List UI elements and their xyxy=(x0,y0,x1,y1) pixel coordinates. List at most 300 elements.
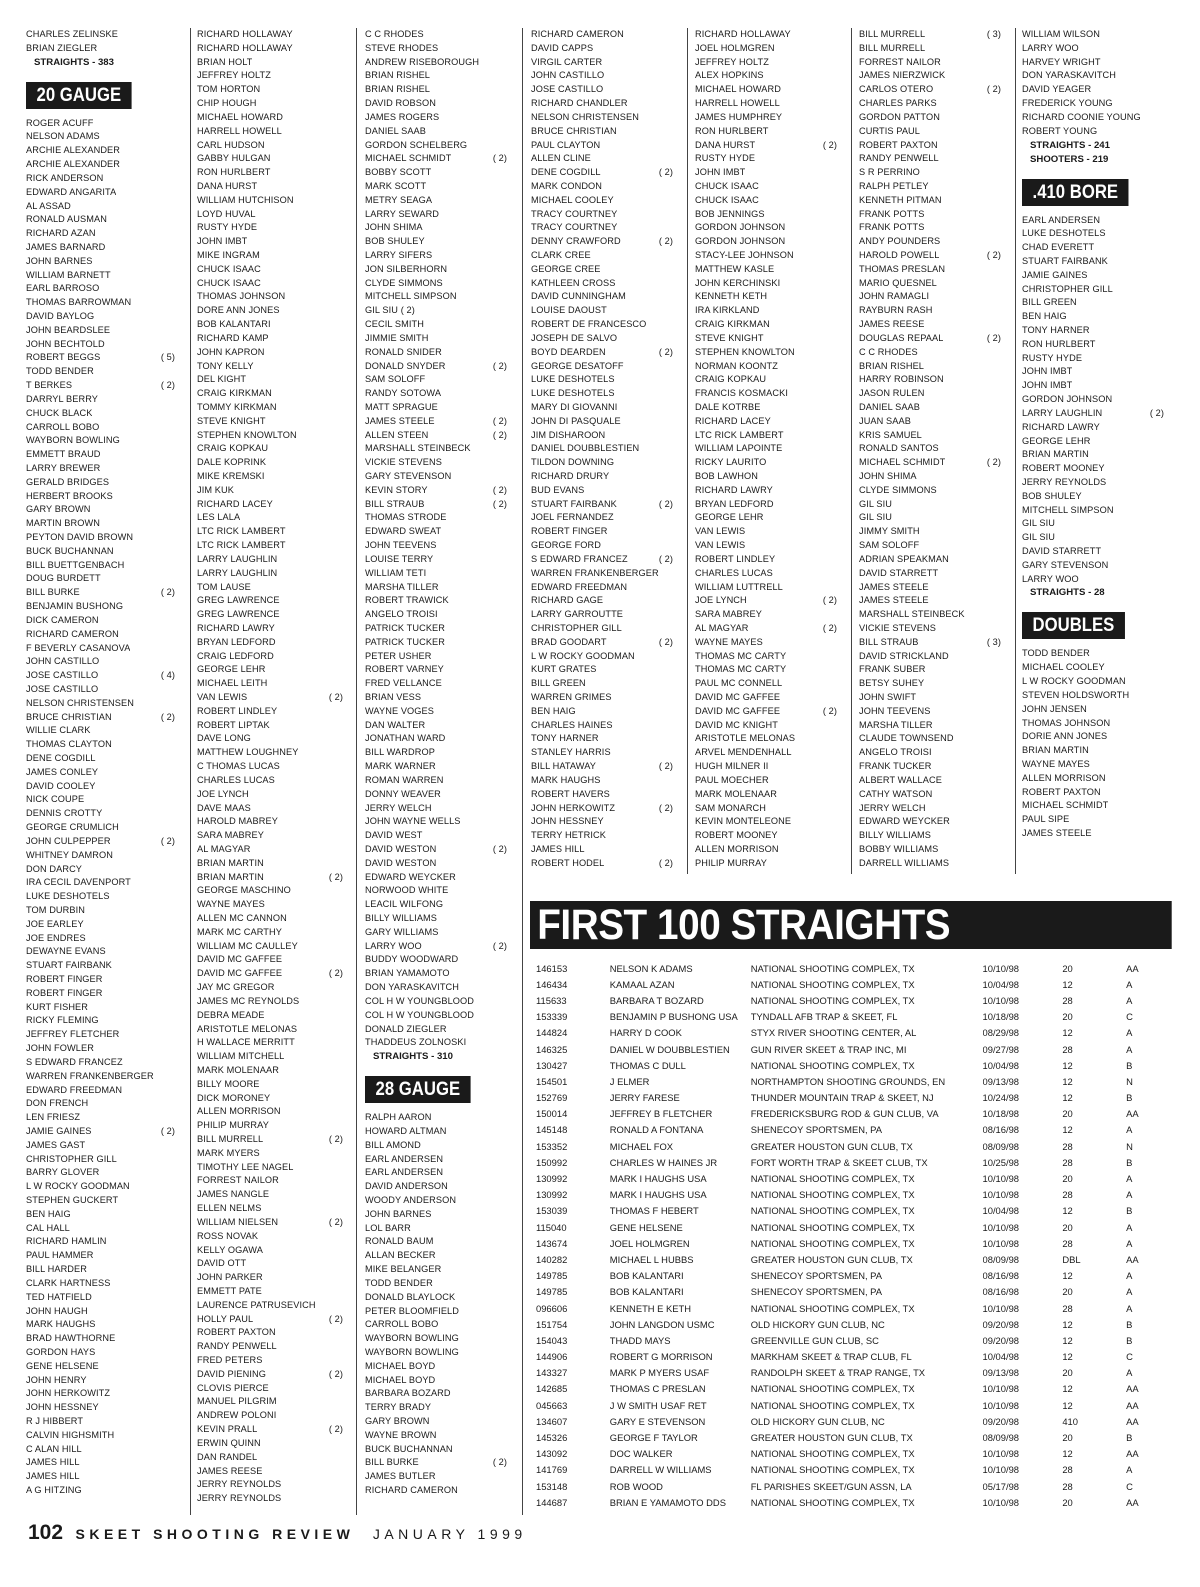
shooter-row xyxy=(197,594,351,608)
shooter-name: CHARLES PARKS xyxy=(859,98,937,109)
shooter-row xyxy=(859,387,1009,401)
shooter-row xyxy=(26,918,183,932)
shooter-row xyxy=(365,1429,515,1443)
shooter-name: ROBERT G MORRISON xyxy=(609,1351,713,1363)
shooter-name: ALLEN CLINE xyxy=(531,153,591,164)
shooter-row xyxy=(695,290,845,304)
class: A xyxy=(1126,1124,1133,1136)
shooter-name: RICHARD CAMERON xyxy=(26,628,119,639)
straight-count: ( 2) xyxy=(160,835,175,846)
shooter-row xyxy=(1022,111,1172,125)
table-row xyxy=(530,1429,1166,1445)
shooter-row xyxy=(26,890,183,904)
member-number: 144687 xyxy=(536,1496,568,1508)
straights-total: STRAIGHTS - 241 xyxy=(1030,139,1110,151)
shooter-row xyxy=(531,802,681,816)
shooter-row xyxy=(365,884,515,898)
shooter-name: DAVID PIENING xyxy=(197,1368,267,1379)
gauge: 12 xyxy=(1062,1027,1073,1039)
shooter-row xyxy=(859,111,1009,125)
shooter-name: DANA HURST xyxy=(197,180,258,191)
shooter-row xyxy=(365,456,515,470)
shooter-name: DAN WALTER xyxy=(365,719,426,730)
shooter-row xyxy=(197,208,351,222)
shooter-name: S R PERRINO xyxy=(859,167,920,178)
shooter-name: AL MAGYAR xyxy=(197,843,251,854)
member-number: 145148 xyxy=(536,1124,568,1136)
shooter-row xyxy=(26,1429,183,1443)
shooter-row xyxy=(26,1415,183,1429)
shooter-name: BRIAN MARTIN xyxy=(1022,449,1089,460)
shooter-name: ROBERT TRAWICK xyxy=(365,595,449,606)
shooter-name: RICK ANDERSON xyxy=(26,172,104,183)
shooter-name: H WALLACE MERRITT xyxy=(197,1037,295,1048)
shooter-name: DICK CAMERON xyxy=(26,614,99,625)
shoot-date: 10/25/98 xyxy=(982,1156,1020,1168)
shooter-row xyxy=(859,442,1009,456)
shooter-name: S EDWARD FRANCEZ xyxy=(531,553,628,564)
column-divider xyxy=(190,28,191,1515)
shooter-name: GIL SIU ( 2) xyxy=(365,305,415,316)
shooter-name: BILL GREEN xyxy=(531,678,586,689)
shooter-row xyxy=(695,166,845,180)
shooter-name: NORMAN KOONTZ xyxy=(695,360,778,371)
straight-count: ( 2) xyxy=(658,236,673,247)
shooter-row xyxy=(365,97,515,111)
shooter-name: WILLIAM HUTCHISON xyxy=(197,194,294,205)
shooter-name: RALPH PETLEY xyxy=(859,180,929,191)
shooter-row xyxy=(197,525,351,539)
gauge: 20 xyxy=(1062,1432,1073,1444)
shooter-name: GARY STEVENSON xyxy=(365,471,452,481)
shoot-date: 08/09/98 xyxy=(982,1140,1020,1152)
shooter-row xyxy=(531,788,681,802)
shoot-date: 09/13/98 xyxy=(982,1367,1020,1379)
shooter-row xyxy=(26,1360,183,1374)
shooter-row xyxy=(365,788,515,802)
shooter-list xyxy=(26,28,183,56)
shooter-name: BRUCE CHRISTIAN xyxy=(26,711,112,722)
shooter-name: BILL AMOND xyxy=(365,1139,421,1150)
shooter-name: STEPHEN KNOWLTON xyxy=(197,429,297,440)
shoot-date: 08/16/98 xyxy=(982,1286,1020,1298)
shooter-name: STUART FAIRBANK xyxy=(26,960,112,971)
shooter-row xyxy=(26,1222,183,1236)
shooter-row xyxy=(1022,517,1172,531)
shooter-row xyxy=(365,636,515,650)
shooter-name: EDWARD WEYCKER xyxy=(365,871,456,882)
shooter-name: JAMES REESE xyxy=(197,1465,263,1476)
shooter-name: DAVID STARRETT xyxy=(1022,546,1102,556)
class: B xyxy=(1126,1205,1133,1217)
shoot-date: 10/10/98 xyxy=(982,1383,1020,1395)
shooter-name: MICHAEL BOYD xyxy=(365,1374,436,1385)
shooter-name: RICHARD HOLLAWAY xyxy=(197,42,293,53)
shooter-name: BOB KALANTARI xyxy=(609,1286,684,1298)
shooter-name: CARL HUDSON xyxy=(197,139,265,150)
shooter-name: JEFFREY B FLETCHER xyxy=(609,1108,713,1120)
shooter-row xyxy=(859,594,1009,608)
shooter-name: GORDON JOHNSON xyxy=(695,236,786,247)
shooter-row xyxy=(695,249,845,263)
shooter-row xyxy=(26,1111,183,1125)
shooter-row xyxy=(197,166,351,180)
table-row xyxy=(530,1381,1166,1397)
straight-count: ( 2) xyxy=(328,1368,343,1379)
class: N xyxy=(1126,1075,1133,1087)
shooter-name: GEORGE CREE xyxy=(531,263,601,274)
club-name: OLD HICKORY GUN CLUB, NC xyxy=(750,1415,885,1427)
shooter-row xyxy=(859,484,1009,498)
shooter-row xyxy=(365,940,515,954)
shooter-row xyxy=(695,511,845,525)
shooter-row xyxy=(197,125,351,139)
shooter-row xyxy=(365,1036,515,1050)
shooter-name: HAROLD MABREY xyxy=(197,816,278,827)
shooter-name: WAYBORN BOWLING xyxy=(365,1346,459,1357)
shooter-name: MIKE KREMSKI xyxy=(197,471,265,481)
shooter-row xyxy=(197,484,351,498)
shooter-name: MATT SPRAGUE xyxy=(365,401,438,412)
shooter-name: ROBERT MOONEY xyxy=(1022,463,1105,474)
shooter-name: BENJAMIN P BUSHONG USA xyxy=(609,1011,738,1023)
shooter-name: JERRY REYNOLDS xyxy=(1022,476,1107,487)
shooter-row xyxy=(695,263,845,277)
shooter-row xyxy=(26,255,183,269)
shooter-name: SARA MABREY xyxy=(695,609,762,620)
shooter-row xyxy=(26,738,183,752)
shooter-name: STACY-LEE JOHNSON xyxy=(695,250,794,260)
shooter-name: TODD BENDER xyxy=(1022,648,1090,659)
shooter-name: JOHN SHIMA xyxy=(365,222,423,233)
gauge: 12 xyxy=(1062,1270,1073,1282)
shooter-name: BOB KALANTARI xyxy=(609,1270,684,1282)
shooter-name: RONALD BAUM xyxy=(365,1236,434,1247)
club-name: FREDERICKSBURG ROD & GUN CLUB, VA xyxy=(750,1108,939,1120)
shooter-row xyxy=(1022,407,1172,421)
shooter-name: THOMAS BARROWMAN xyxy=(26,297,132,308)
shooter-name: ALLEN STEEN xyxy=(365,429,429,440)
shooter-row xyxy=(531,470,681,484)
shoot-date: 08/16/98 xyxy=(982,1124,1020,1136)
shooter-name: JAMES STEELE xyxy=(859,595,929,606)
shooter-name: DAVID CAPPS xyxy=(531,42,594,53)
shooter-name: ROBERT FINGER xyxy=(26,974,103,984)
shooter-row xyxy=(531,208,681,222)
table-row xyxy=(530,1106,1166,1122)
shooter-row xyxy=(859,650,1009,664)
shooter-name: MARK MOLENAAR xyxy=(695,788,777,799)
shooter-row xyxy=(859,332,1009,346)
gauge: 12 xyxy=(1062,1334,1073,1346)
shooter-name: JAY MC GREGOR xyxy=(197,982,275,993)
shooter-name: DONALD SNYDER xyxy=(365,360,446,371)
shooter-name: CHARLES HAINES xyxy=(531,719,613,730)
shooter-row xyxy=(26,1042,183,1056)
shooter-name: BRYAN LEDFORD xyxy=(695,498,774,509)
shooter-name: RICKY FLEMING xyxy=(26,1015,99,1026)
shooter-name: THOMAS JOHNSON xyxy=(197,291,286,302)
table-row xyxy=(530,1235,1166,1251)
shooter-name: CALVIN HIGHSMITH xyxy=(26,1429,115,1440)
shooter-row xyxy=(1022,476,1172,490)
straight-count: ( 2) xyxy=(492,940,507,951)
shooter-row xyxy=(859,774,1009,788)
shooter-row xyxy=(1022,125,1172,139)
gauge: 410 xyxy=(1062,1415,1078,1427)
shooter-row xyxy=(531,442,681,456)
table-row xyxy=(530,1478,1166,1494)
shooter-row xyxy=(197,56,351,70)
shooter-name: CARLOS OTERO xyxy=(859,84,934,95)
shooter-row xyxy=(859,83,1009,97)
shooter-name: LTC RICK LAMBERT xyxy=(197,540,286,551)
shooter-row xyxy=(859,663,1009,677)
shooter-row xyxy=(197,622,351,636)
shooter-name: RON HURLBERT xyxy=(695,125,769,136)
shooter-row xyxy=(197,1395,351,1409)
club-name: GREATER HOUSTON GUN CLUB, TX xyxy=(750,1140,913,1152)
shooter-row xyxy=(197,1119,351,1133)
class: A xyxy=(1126,1302,1133,1314)
shooter-name: COL H W YOUNGBLOOD xyxy=(365,1009,475,1020)
section-heading: .410 BORE xyxy=(1022,179,1129,206)
straight-count: ( 2) xyxy=(492,153,507,164)
shooter-row xyxy=(197,28,351,42)
straight-count: ( 3) xyxy=(986,636,1001,647)
shooter-name: ROBERT FINGER xyxy=(26,987,103,998)
shooter-name: DANIEL W DOUBBLESTIEN xyxy=(609,1043,730,1055)
results-column xyxy=(365,28,515,1498)
shooter-row xyxy=(365,401,515,415)
shooter-name: DENNY CRAWFORD xyxy=(531,236,621,247)
shooter-row xyxy=(197,829,351,843)
shoot-date: 09/13/98 xyxy=(982,1075,1020,1087)
table-row xyxy=(530,1187,1166,1203)
shooter-name: NORWOOD WHITE xyxy=(365,885,449,896)
shooter-list xyxy=(1022,647,1172,840)
column-divider xyxy=(522,28,523,1515)
shooter-row xyxy=(197,857,351,871)
straight-count: ( 2) xyxy=(492,360,507,371)
shooter-name: JOHN IMBT xyxy=(1022,380,1073,391)
shooter-row xyxy=(197,677,351,691)
shooter-row xyxy=(197,719,351,733)
shooter-name: BUDDY WOODWARD xyxy=(365,954,459,965)
member-number: 153039 xyxy=(536,1205,568,1217)
shooter-row xyxy=(197,1161,351,1175)
page-footer xyxy=(28,1521,527,1545)
shooter-row xyxy=(365,912,515,926)
shooter-row xyxy=(197,553,351,567)
shooter-row xyxy=(365,926,515,940)
shooter-name: R J HIBBERT xyxy=(26,1416,84,1426)
straight-count: ( 2) xyxy=(492,1457,507,1468)
shooter-row xyxy=(26,1028,183,1042)
member-number: 153148 xyxy=(536,1480,568,1492)
shooter-row xyxy=(26,766,183,780)
shooter-row xyxy=(695,304,845,318)
shooter-name: JOHN HERKOWITZ xyxy=(531,802,616,813)
member-number: 154501 xyxy=(536,1075,568,1087)
shooter-row xyxy=(26,117,183,131)
shooter-name: THOMAS JOHNSON xyxy=(1022,717,1111,728)
shooter-row xyxy=(26,904,183,918)
club-name: NATIONAL SHOOTING COMPLEX, TX xyxy=(750,1173,915,1185)
shooter-row xyxy=(365,967,515,981)
shooter-row xyxy=(695,663,845,677)
shooter-name: LOUISE DAOUST xyxy=(531,305,607,316)
shooter-row xyxy=(695,456,845,470)
club-name: GREENVILLE GUN CLUB, SC xyxy=(750,1334,879,1346)
shooter-name: CLAUDE TOWNSEND xyxy=(859,733,954,744)
shooter-name: BILLY MOORE xyxy=(197,1078,260,1089)
shooter-row xyxy=(859,622,1009,636)
shooter-name: L W ROCKY GOODMAN xyxy=(531,650,635,661)
shooter-row xyxy=(26,559,183,573)
shooter-name: BILL BURKE xyxy=(26,587,80,598)
shooter-name: TERRY BRADY xyxy=(365,1402,432,1413)
shooter-name: GEORGE LEHR xyxy=(1022,435,1091,446)
shooter-row xyxy=(26,1070,183,1084)
shooter-row xyxy=(695,788,845,802)
shooter-name: ANDY POUNDERS xyxy=(859,236,941,247)
shooter-name: IRA CECIL DAVENPORT xyxy=(26,877,131,888)
shooter-name: ROMAN WARREN xyxy=(365,774,444,785)
shooter-name: DAN RANDEL xyxy=(197,1451,258,1462)
shooter-row xyxy=(197,1230,351,1244)
shooter-name: DAVID MC GAFFEE xyxy=(197,968,283,979)
shooter-row xyxy=(26,517,183,531)
shooter-name: DENE COGDILL xyxy=(531,167,601,178)
shooter-name: MARSHALL STEINBECK xyxy=(859,609,965,620)
shooter-row xyxy=(197,1244,351,1258)
shooter-row xyxy=(365,498,515,512)
shooter-name: LAURENCE PATRUSEVICH xyxy=(197,1299,316,1310)
shooter-row xyxy=(859,719,1009,733)
shooter-row xyxy=(365,1305,515,1319)
shooter-name: JAMES NANGLE xyxy=(197,1189,270,1200)
shooter-row xyxy=(26,876,183,890)
shooter-row xyxy=(1022,310,1172,324)
straight-count: ( 2) xyxy=(492,498,507,509)
shooter-row xyxy=(365,871,515,885)
shooter-name: CAL HALL xyxy=(26,1222,70,1233)
shooter-row xyxy=(365,1222,515,1236)
results-column xyxy=(695,28,845,871)
class: A xyxy=(1126,1464,1133,1476)
shooter-row xyxy=(197,940,351,954)
shoot-date: 09/27/98 xyxy=(982,1043,1020,1055)
shoot-date: 08/29/98 xyxy=(982,1027,1020,1039)
class: A xyxy=(1126,1237,1133,1249)
class: AA xyxy=(1126,1108,1139,1120)
shooter-name: RANDY SOTOWA xyxy=(365,388,442,399)
shooter-name: ANDREW RISEBOROUGH xyxy=(365,56,480,67)
shooter-name: WARREN FRANKENBERGER xyxy=(26,1070,154,1081)
shooter-name: THOMAS MC CARTY xyxy=(695,650,787,661)
shooter-row xyxy=(197,290,351,304)
shooter-row xyxy=(531,139,681,153)
shooter-row xyxy=(26,365,183,379)
shooter-name: WHITNEY DAMRON xyxy=(26,849,113,860)
shooter-name: COL H W YOUNGBLOOD xyxy=(365,995,475,1006)
shooter-row xyxy=(365,56,515,70)
shooter-name: GARY BROWN xyxy=(365,1416,430,1426)
straight-count: ( 2) xyxy=(658,553,673,564)
shooter-name: ROBERT LINDLEY xyxy=(197,705,278,716)
shooter-row xyxy=(531,194,681,208)
shooter-row xyxy=(197,194,351,208)
club-name: SHENECOY SPORTSMEN, PA xyxy=(750,1286,882,1298)
shooter-name: JOHN KAPRON xyxy=(197,346,265,357)
shooter-name: KATHLEEN CROSS xyxy=(531,277,616,288)
shooter-name: NICK COUPE xyxy=(26,794,85,805)
shooter-list xyxy=(1022,214,1172,587)
shooter-row xyxy=(365,1125,515,1139)
shooter-name: HARRELL HOWELL xyxy=(695,98,780,109)
shooter-name: BRIAN E YAMAMOTO DDS xyxy=(609,1496,726,1508)
shooter-name: LARRY BREWER xyxy=(26,462,101,473)
shooter-name: AL ASSAD xyxy=(26,200,71,211)
shooter-row xyxy=(1022,352,1172,366)
shooter-row xyxy=(695,277,845,291)
shooter-name: CLOVIS PIERCE xyxy=(197,1382,269,1393)
shooter-row xyxy=(695,705,845,719)
shooter-row xyxy=(365,1360,515,1374)
shooter-name: JOHN PARKER xyxy=(197,1272,263,1283)
shooter-row xyxy=(365,995,515,1009)
class: B xyxy=(1126,1318,1133,1330)
shooter-row xyxy=(365,1346,515,1360)
shooter-name: BOB JENNINGS xyxy=(695,208,765,219)
shooter-row xyxy=(197,83,351,97)
gauge: 12 xyxy=(1062,1399,1073,1411)
shooter-row xyxy=(859,290,1009,304)
shooter-row xyxy=(197,373,351,387)
shooter-name: DAVID MC GAFFEE xyxy=(695,705,781,716)
shooter-row xyxy=(26,655,183,669)
shooter-name: LEN FRIESZ xyxy=(26,1112,81,1123)
shooter-name: TOM HORTON xyxy=(197,84,261,95)
shooter-name: FRANK POTTS xyxy=(859,222,925,233)
shooter-name: GORDON HAYS xyxy=(26,1346,96,1357)
shooter-name: MICHAEL COOLEY xyxy=(1022,662,1105,673)
shooter-name: GORDON SCHELBERG xyxy=(365,139,468,150)
shooter-name: RUSTY HYDE xyxy=(197,222,258,233)
shooter-name: RICHARD CAMERON xyxy=(531,29,624,39)
member-number: 150992 xyxy=(536,1156,568,1168)
shooter-row xyxy=(197,249,351,263)
shooter-row xyxy=(197,636,351,650)
shooter-row xyxy=(1022,675,1172,689)
shooter-name: KENNETH E KETH xyxy=(609,1302,692,1314)
shooter-row xyxy=(365,442,515,456)
club-name: NATIONAL SHOOTING COMPLEX, TX xyxy=(750,1205,915,1217)
shooter-name: JAMES BUTLER xyxy=(365,1471,436,1482)
shooter-name: C C RHODES xyxy=(859,346,918,357)
shooter-name: JOHN IMBT xyxy=(1022,366,1073,377)
shooter-row xyxy=(197,1257,351,1271)
gauge: DBL xyxy=(1062,1253,1081,1265)
shooter-row xyxy=(26,1056,183,1070)
straight-count: ( 2) xyxy=(160,380,175,391)
shooter-row xyxy=(1022,813,1172,827)
shooter-name: PHILIP MURRAY xyxy=(695,857,767,868)
gauge: 12 xyxy=(1062,1448,1073,1460)
shooter-name: DOUG BURDETT xyxy=(26,573,101,584)
shooter-row xyxy=(859,539,1009,553)
